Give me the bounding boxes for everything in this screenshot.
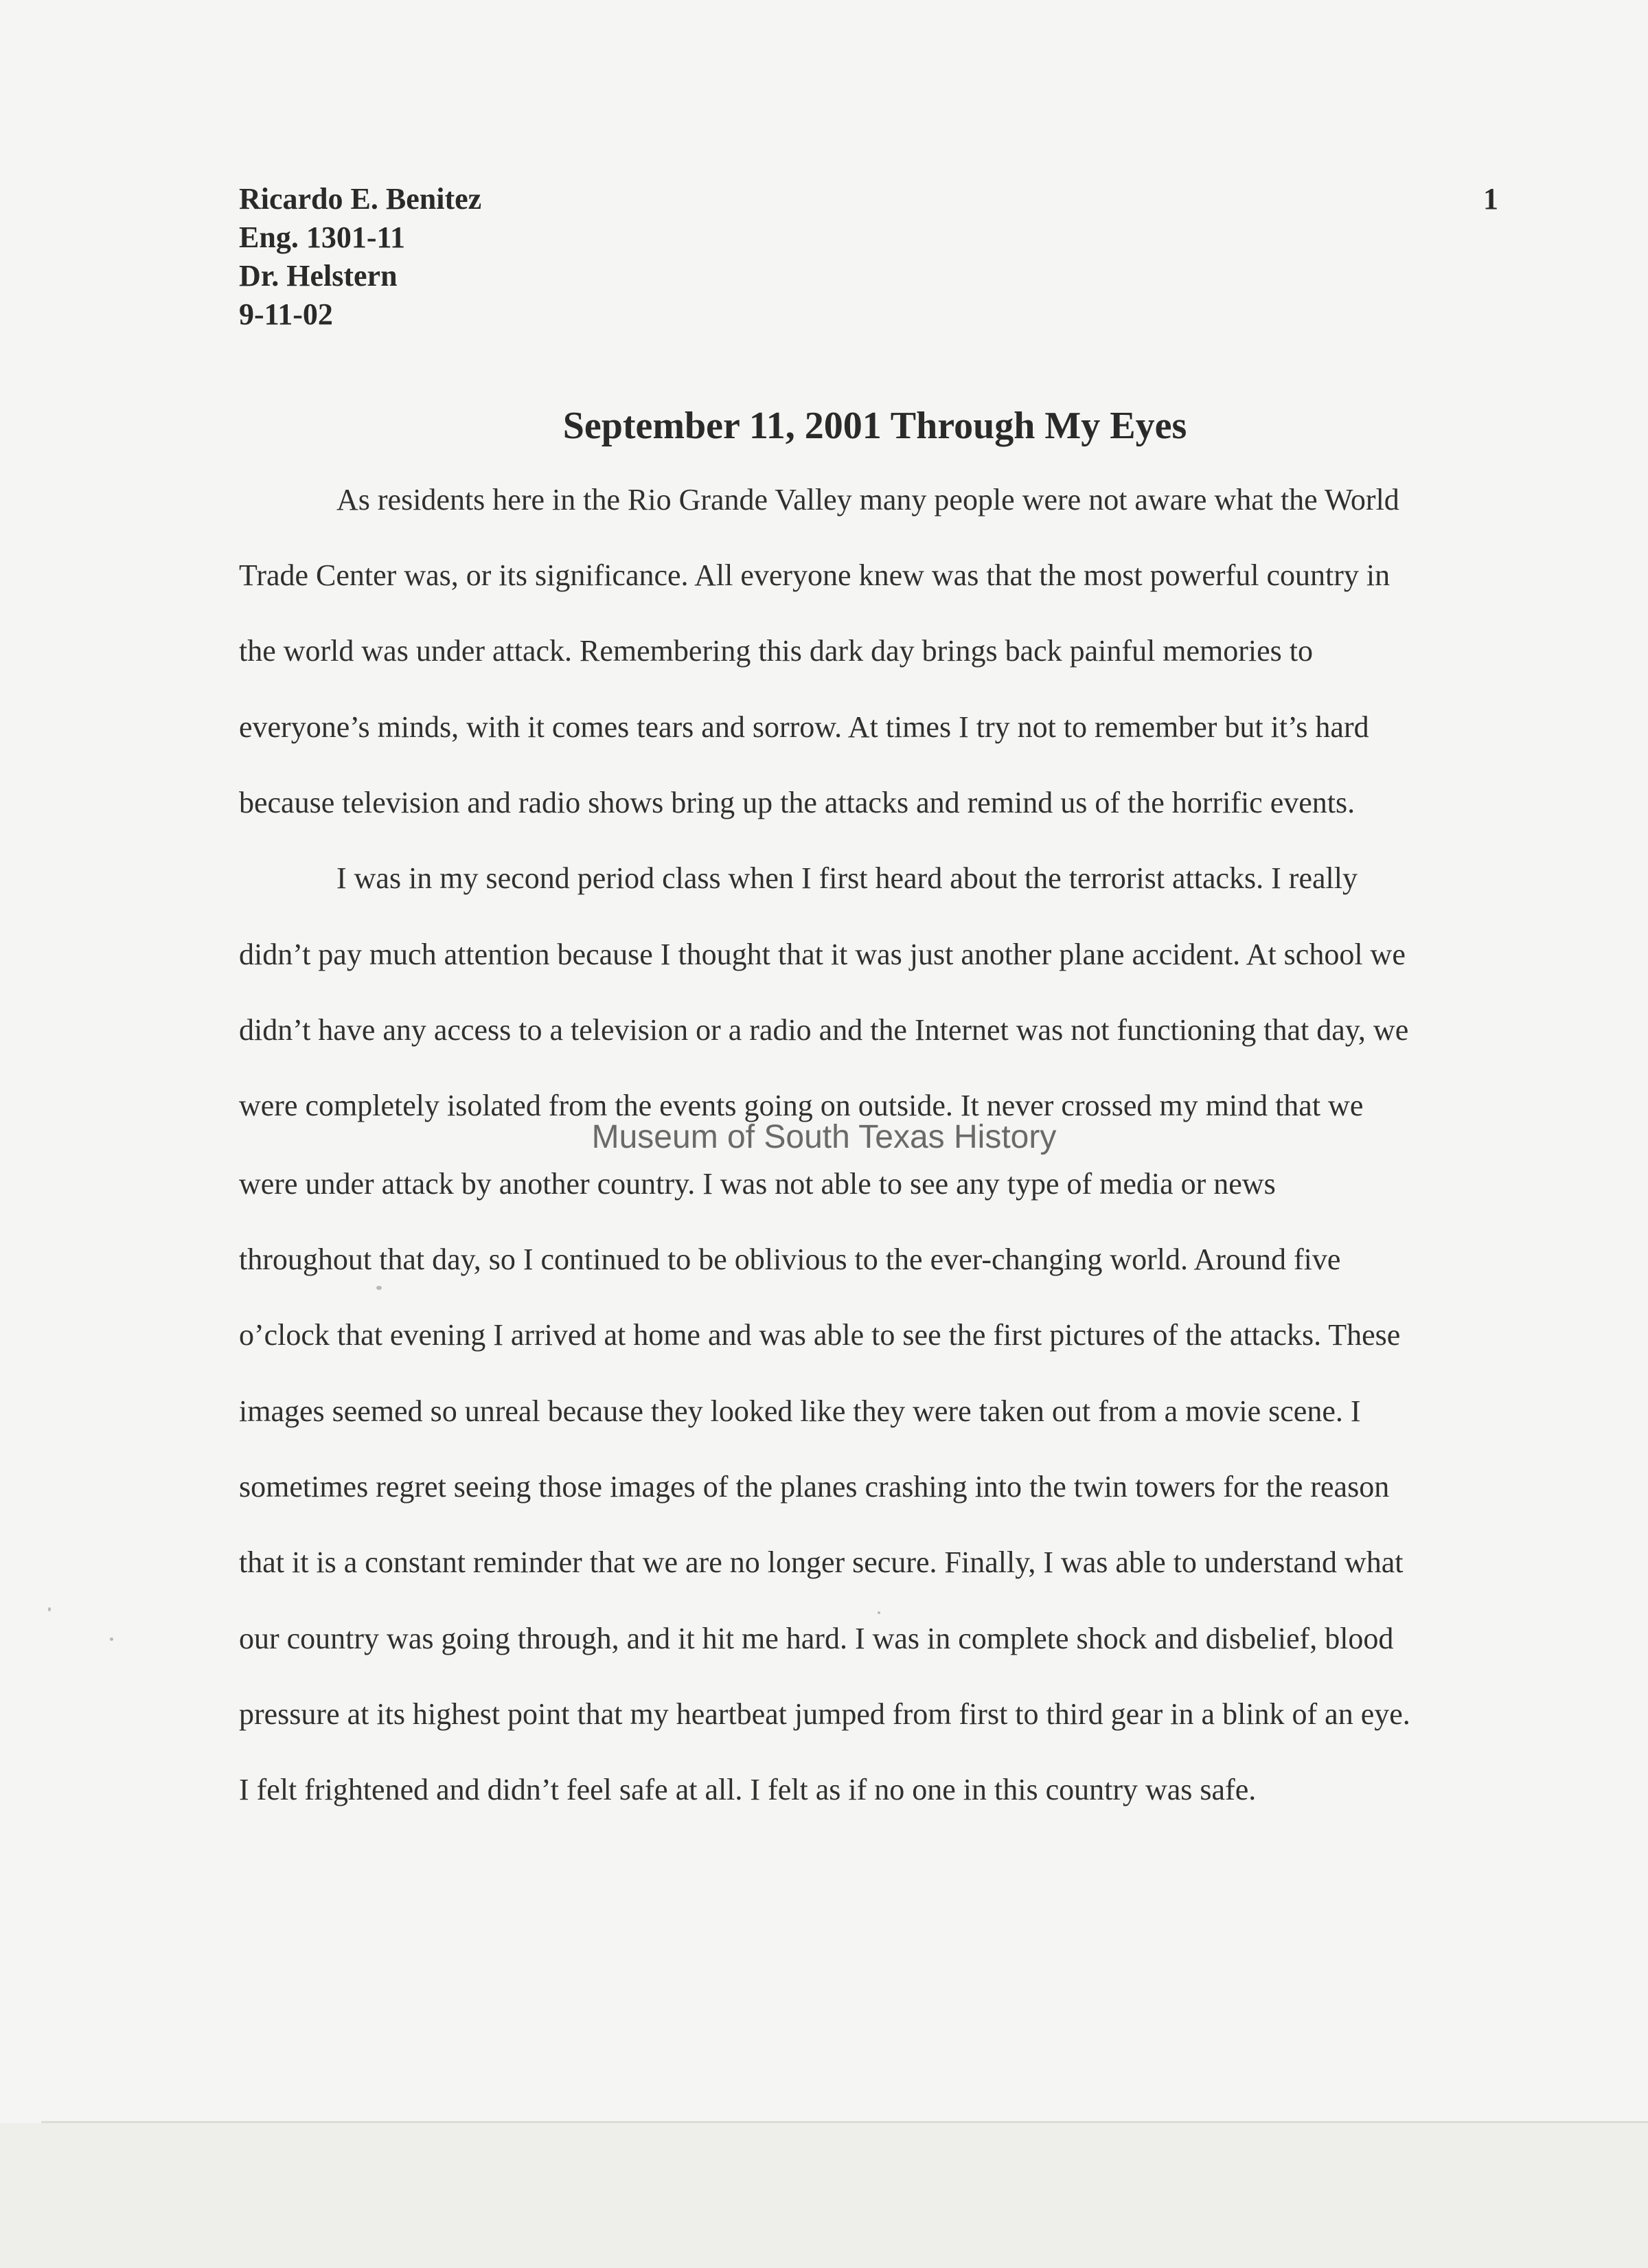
scan-speck: [878, 1611, 880, 1614]
essay-line: throughout that day, so I continued to be oblivious to the ever-changing world. Around five: [239, 1243, 1341, 1276]
instructor-name: Dr. Helstern: [239, 259, 398, 293]
scan-speck: [110, 1637, 113, 1641]
essay-line: everyone’s minds, with it comes tears and sorrow. At times I try not to remember but it’s hard: [239, 710, 1369, 744]
essay-line: didn’t have any access to a television or a radio and the Internet was not functioning that day, we: [239, 1013, 1409, 1047]
essay-line: pressure at its highest point that my heartbeat jumped from first to third gear in a blink of an eye.: [239, 1697, 1410, 1731]
page-number: 1: [1483, 182, 1498, 216]
museum-watermark: Museum of South Texas History: [591, 1119, 1057, 1155]
essay-line: that it is a constant reminder that we are no longer secure. Finally, I was able to understand what: [239, 1545, 1404, 1579]
essay-line: didn’t pay much attention because I thought that it was just another plane accident. At school we: [239, 938, 1406, 971]
essay-line: I was in my second period class when I first heard about the terrorist attacks. I really: [336, 861, 1358, 895]
course-code: Eng. 1301-11: [239, 220, 406, 254]
essay-line: sometimes regret seeing those images of the planes crashing into the twin towers for the reason: [239, 1470, 1390, 1504]
essay-line: Trade Center was, or its significance. All everyone knew was that the most powerful country in: [239, 558, 1390, 592]
essay-line: our country was going through, and it hit me hard. I was in complete shock and disbelief, blood: [239, 1622, 1394, 1655]
essay-line: were completely isolated from the events going on outside. It never crossed my mind that we: [239, 1089, 1364, 1122]
essay-line: because television and radio shows bring up the attacks and remind us of the horrific events.: [239, 786, 1355, 819]
header-block: [239, 180, 481, 334]
essay-line: were under attack by another country. I was not able to see any type of media or news: [239, 1167, 1276, 1201]
scan-speck: [376, 1286, 382, 1290]
essay-line: I felt frightened and didn’t feel safe at all. I felt as if no one in this country was safe.: [239, 1773, 1257, 1806]
essay-line: o’clock that evening I arrived at home and was able to see the first pictures of the attacks. These: [239, 1318, 1401, 1352]
essay-date: 9-11-02: [239, 297, 333, 331]
author-name: Ricardo E. Benitez: [239, 182, 482, 216]
scan-speck: [48, 1607, 51, 1611]
essay-line: the world was under attack. Remembering this dark day brings back painful memories to: [239, 634, 1314, 668]
essay-title: September 11, 2001 Through My Eyes: [562, 405, 1187, 447]
essay-line: images seemed so unreal because they looked like they were taken out from a movie scene. I: [239, 1394, 1361, 1428]
essay-line: As residents here in the Rio Grande Valley many people were not aware what the World: [336, 483, 1399, 517]
scan-background: [0, 2123, 1648, 2268]
